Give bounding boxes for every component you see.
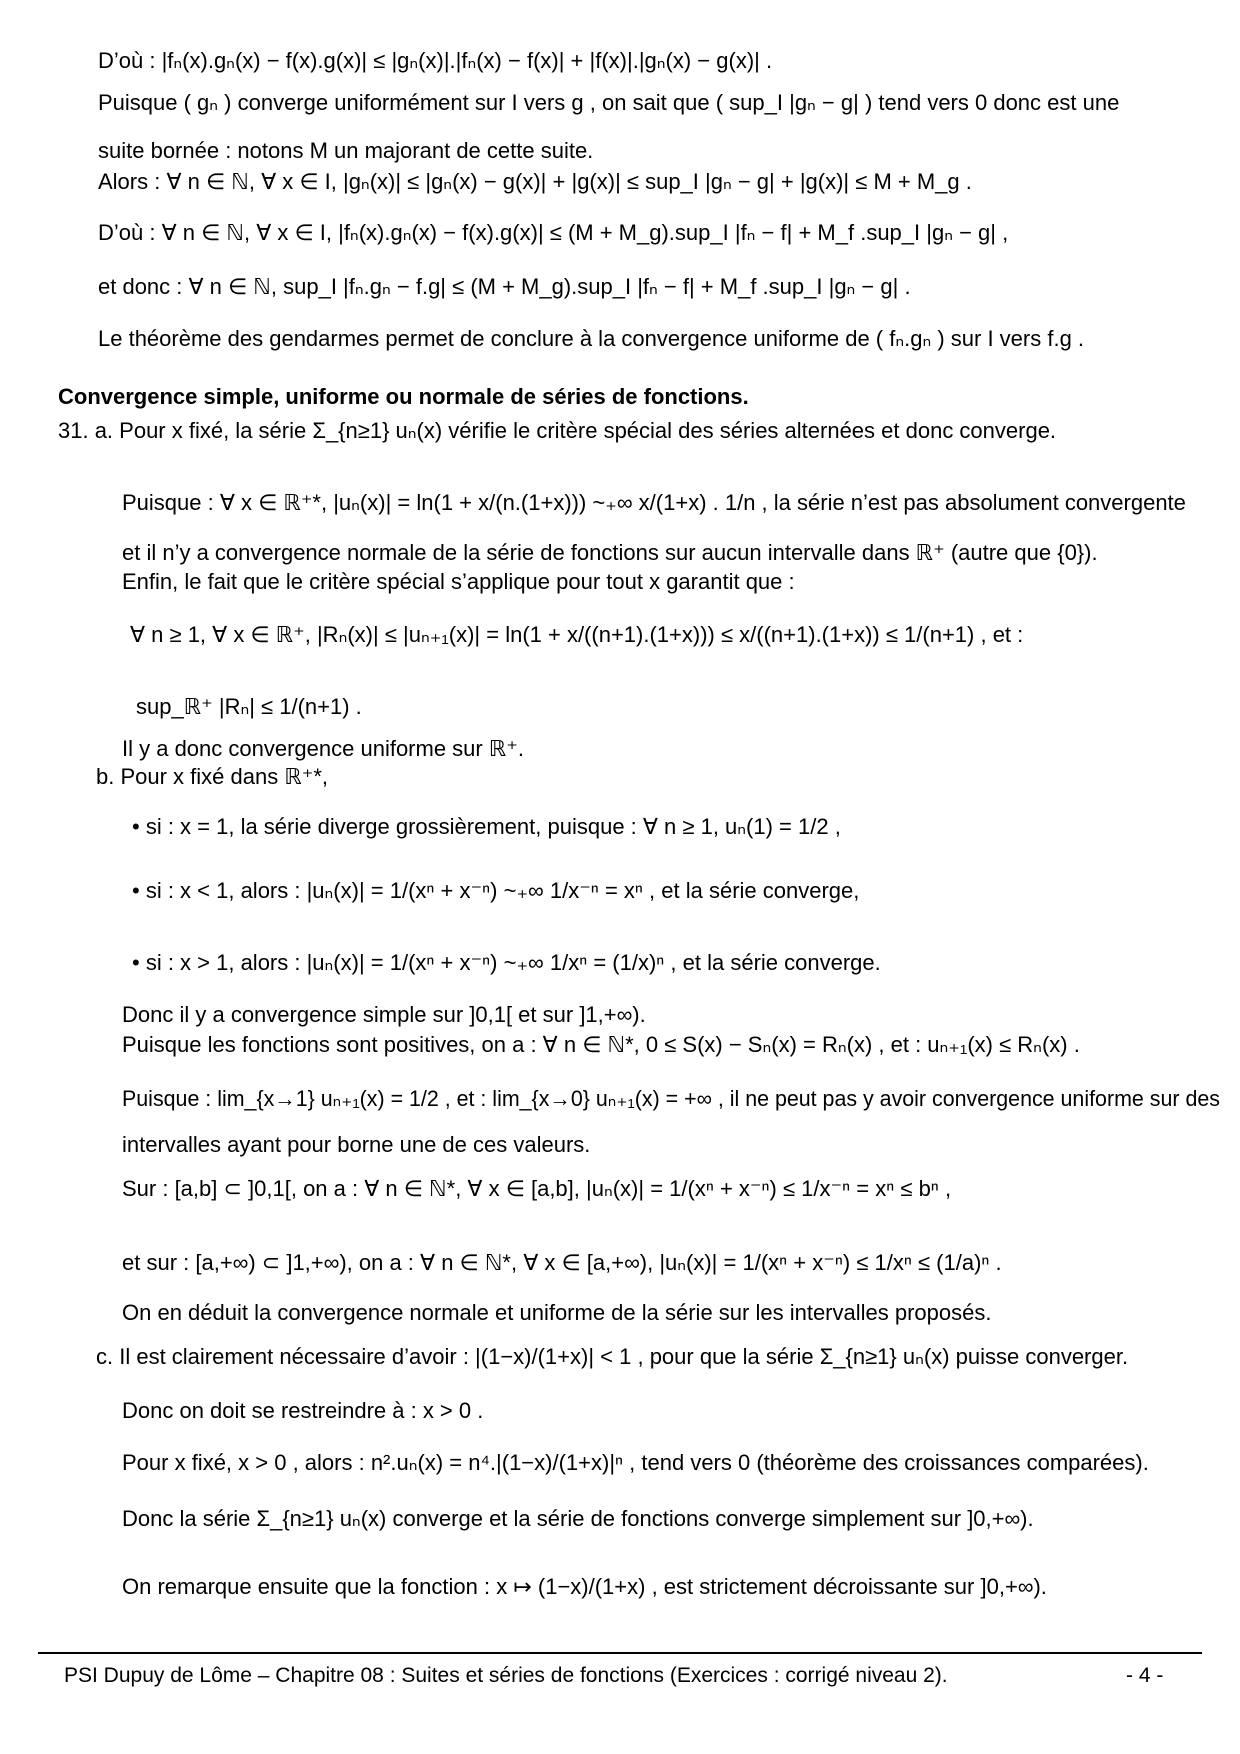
text-line: • si : x = 1, la série diverge grossièrement, puisque : ∀ n ≥ 1, uₙ(1) = 1/2 , <box>132 814 841 839</box>
text-line: Donc la série Σ_{n≥1} uₙ(x) converge et la série de fonctions converge simplement sur ]0,+∞). <box>122 1506 1034 1531</box>
footer-rule <box>38 1652 1202 1654</box>
text-line: c. Il est clairement nécessaire d’avoir : |(1−x)/(1+x)| < 1 , pour que la série Σ_{n≥1} uₙ(x) puisse converger. <box>96 1344 1129 1369</box>
text-line: ∀ n ≥ 1, ∀ x ∈ ℝ⁺, |Rₙ(x)| ≤ |uₙ₊₁(x)| = ln(1 + x/((n+1).(1+x))) ≤ x/((n+1).(1+x)) ≤ 1/(n+1) , et : <box>130 622 1024 647</box>
text-line: Pour x fixé, x > 0 , alors : n².uₙ(x) = n⁴.|(1−x)/(1+x)|ⁿ , tend vers 0 (théorème des croissances comparées). <box>122 1450 1149 1475</box>
text-line: • si : x > 1, alors : |uₙ(x)| = 1/(xⁿ + x⁻ⁿ) ~₊∞ 1/xⁿ = (1/x)ⁿ , et la série converge. <box>132 950 881 975</box>
text-line: • si : x < 1, alors : |uₙ(x)| = 1/(xⁿ + x⁻ⁿ) ~₊∞ 1/x⁻ⁿ = xⁿ , et la série converge, <box>132 878 860 903</box>
text-line: et sur : [a,+∞) ⊂ ]1,+∞), on a : ∀ n ∈ ℕ*, ∀ x ∈ [a,+∞), |uₙ(x)| = 1/(xⁿ + x⁻ⁿ) ≤ 1/xⁿ ≤ (1/a)ⁿ . <box>122 1250 1002 1275</box>
text-line: et donc : ∀ n ∈ ℕ, sup_I |fₙ.gₙ − f.g| ≤ (M + M_g).sup_I |fₙ − f| + M_f .sup_I |gₙ − g| . <box>98 274 911 299</box>
text-line: Il y a donc convergence uniforme sur ℝ⁺. <box>122 736 525 761</box>
text-line: On en déduit la convergence normale et uniforme de la série sur les intervalles proposés. <box>122 1300 992 1325</box>
text-line: et il n’y a convergence normale de la série de fonctions sur aucun intervalle dans ℝ⁺ (autre que {0}). <box>122 540 1098 565</box>
footer-title: PSI Dupuy de Lôme – Chapitre 08 : Suites et séries de fonctions (Exercices : corrigé niveau 2). <box>64 1664 948 1687</box>
text-line: suite bornée : notons M un majorant de cette suite. <box>98 138 594 163</box>
text-line: Alors : ∀ n ∈ ℕ, ∀ x ∈ I, |gₙ(x)| ≤ |gₙ(x) − g(x)| + |g(x)| ≤ sup_I |gₙ − g| + |g(x)| ≤ M + M_g . <box>98 169 972 194</box>
text-line: Le théorème des gendarmes permet de conclure à la convergence uniforme de ( fₙ.gₙ ) sur I vers f.g . <box>98 326 1085 351</box>
text-line: intervalles ayant pour borne une de ces valeurs. <box>122 1132 591 1157</box>
section-heading: Convergence simple, uniforme ou normale de séries de fonctions. <box>58 384 749 409</box>
text-line: D’où : |fₙ(x).gₙ(x) − f(x).g(x)| ≤ |gₙ(x)|.|fₙ(x) − f(x)| + |f(x)|.|gₙ(x) − g(x)| . <box>98 48 773 73</box>
text-line: Donc on doit se restreindre à : x > 0 . <box>122 1398 484 1423</box>
text-line: sup_ℝ⁺ |Rₙ| ≤ 1/(n+1) . <box>136 694 362 719</box>
text-line: D’où : ∀ n ∈ ℕ, ∀ x ∈ I, |fₙ(x).gₙ(x) − f(x).g(x)| ≤ (M + M_g).sup_I |fₙ − f| + M_f .sup_I |gₙ − g| , <box>98 220 1009 245</box>
text-line: Puisque : ∀ x ∈ ℝ⁺*, |uₙ(x)| = ln(1 + x/(n.(1+x))) ~₊∞ x/(1+x) . 1/n , la série n’est pas absolument convergente <box>122 490 1186 515</box>
text-line: b. Pour x fixé dans ℝ⁺*, <box>96 764 329 789</box>
text-line: Puisque ( gₙ ) converge uniformément sur I vers g , on sait que ( sup_I |gₙ − g| ) tend vers 0 donc est une <box>98 90 1120 115</box>
text-line: Puisque : lim_{x→1} uₙ₊₁(x) = 1/2 , et : lim_{x→0} uₙ₊₁(x) = +∞ , il ne peut pas y avoir convergence uniforme sur des <box>122 1086 1220 1111</box>
text-line: On remarque ensuite que la fonction : x ↦ (1−x)/(1+x) , est strictement décroissante sur ]0,+∞). <box>122 1574 1047 1599</box>
text-line: Sur : [a,b] ⊂ ]0,1[, on a : ∀ n ∈ ℕ*, ∀ x ∈ [a,b], |uₙ(x)| = 1/(xⁿ + x⁻ⁿ) ≤ 1/x⁻ⁿ = xⁿ ≤ bⁿ , <box>122 1176 952 1201</box>
text-line: Donc il y a convergence simple sur ]0,1[ et sur ]1,+∞). <box>122 1002 646 1027</box>
text-line: Puisque les fonctions sont positives, on a : ∀ n ∈ ℕ*, 0 ≤ S(x) − Sₙ(x) = Rₙ(x) , et : uₙ₊₁(x) ≤ Rₙ(x) . <box>122 1032 1080 1057</box>
text-line: Enfin, le fait que le critère spécial s’applique pour tout x garantit que : <box>122 569 795 594</box>
page-number: - 4 - <box>1126 1664 1164 1687</box>
text-line: 31. a. Pour x fixé, la série Σ_{n≥1} uₙ(x) vérifie le critère spécial des séries alternées et donc converge. <box>58 418 1057 443</box>
